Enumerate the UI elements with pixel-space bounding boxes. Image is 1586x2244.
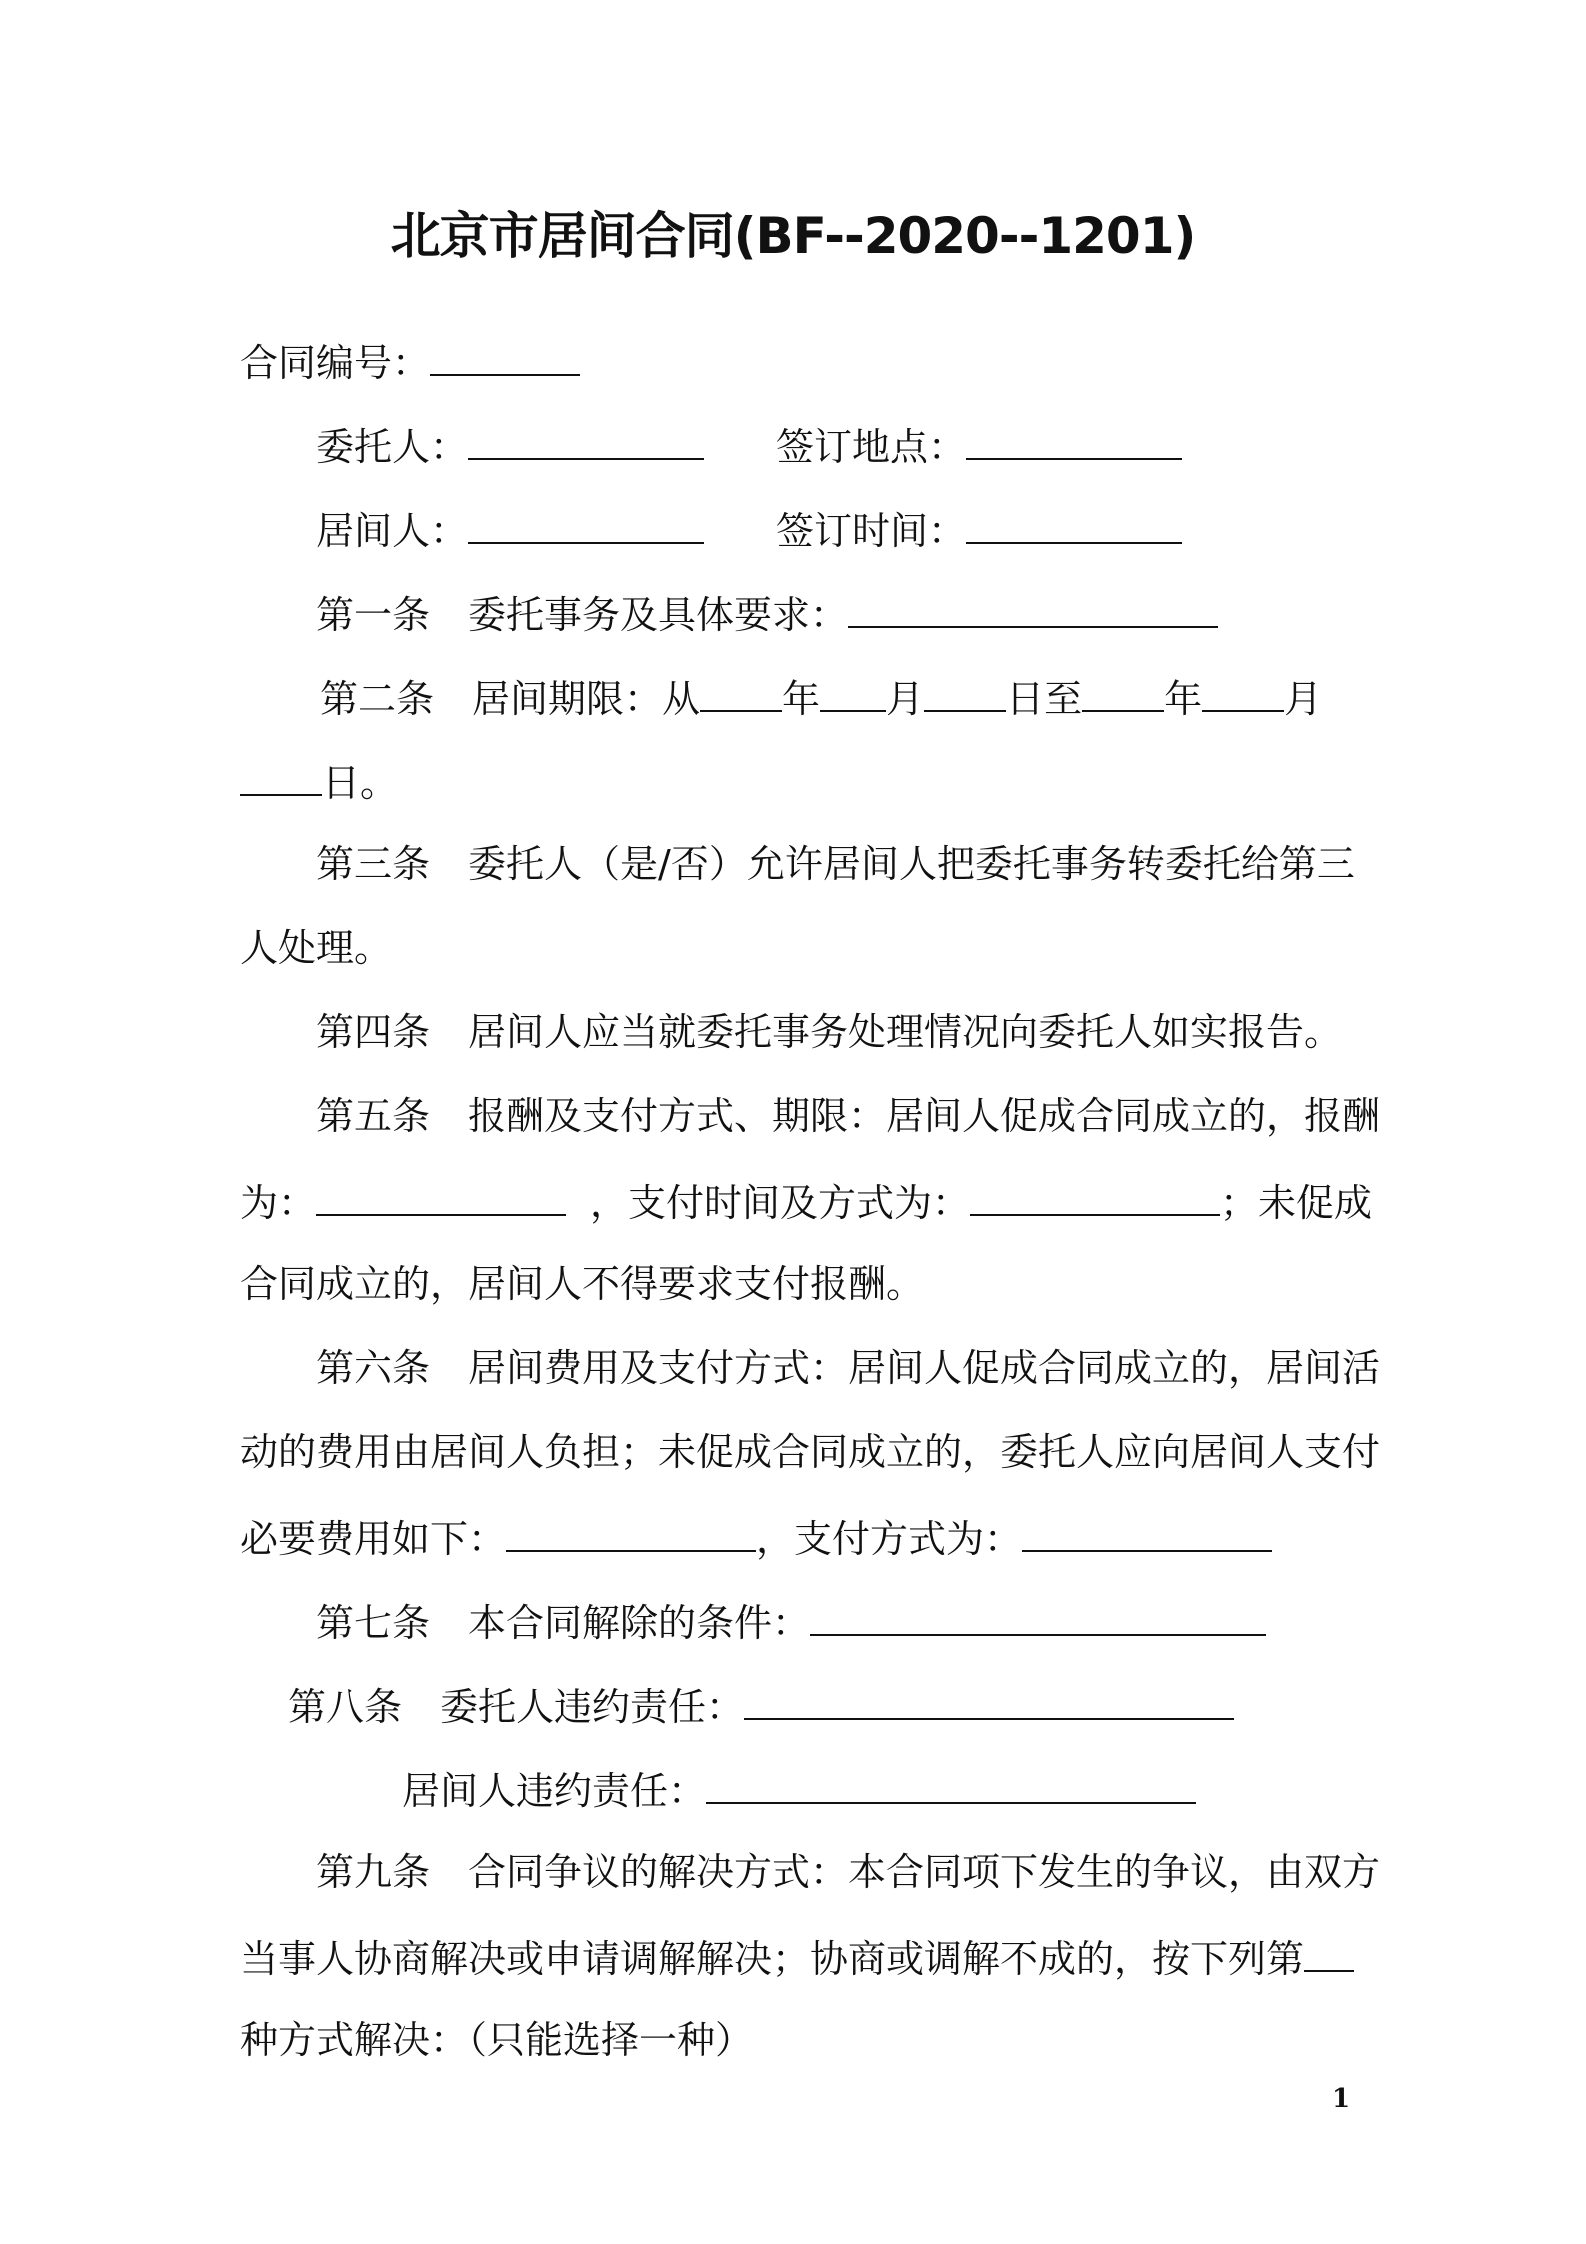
start-day-blank[interactable] [924, 666, 1006, 712]
broker-blank[interactable] [468, 498, 704, 544]
client-liability-label: 委托人违约责任： [440, 1685, 745, 1729]
article-8-broker [402, 1758, 1196, 1818]
article-4 [316, 1002, 1342, 1062]
article-7-text: 本合同解除的条件： [468, 1601, 811, 1645]
article-6 [316, 1338, 1380, 1398]
month-label: 月 [1284, 677, 1323, 721]
sign-time-label: 签订时间： [776, 509, 967, 553]
contract-number-line [240, 330, 580, 390]
fee-payment-label: ，支付方式为： [756, 1517, 1023, 1561]
sign-place-line [776, 414, 1182, 474]
remuneration-blank[interactable] [316, 1170, 566, 1216]
sign-place-label: 签订地点： [776, 425, 967, 469]
article-6-number: 第六条 [316, 1346, 431, 1390]
article-7 [316, 1590, 1266, 1650]
article-2-cont [240, 750, 398, 810]
article-2-number: 第二条 [320, 677, 435, 721]
year-label: 年 [782, 677, 821, 721]
article-5-payment-label: ，支付时间及方式为： [590, 1181, 971, 1225]
article-1-text: 委托事务及具体要求： [468, 593, 849, 637]
article-5-line-2 [240, 1170, 1372, 1230]
article-5-line-1: 报酬及支付方式、期限：居间人促成合同成立的，报酬 [468, 1094, 1381, 1138]
article-9 [316, 1842, 1380, 1902]
article-9-line-3-text: 种方式解决：（只能选择一种） [240, 2018, 754, 2062]
article-9-line-2 [240, 1926, 1354, 1986]
start-year-blank[interactable] [700, 666, 782, 712]
article-3-cont [240, 918, 392, 978]
sign-place-blank[interactable] [966, 414, 1182, 460]
contract-number-blank[interactable] [430, 330, 580, 376]
termination-blank[interactable] [810, 1590, 1266, 1636]
article-4-text: 居间人应当就委托事务处理情况向委托人如实报告。 [468, 1010, 1343, 1054]
article-9-line-3 [240, 2010, 753, 2070]
article-8 [288, 1674, 1234, 1734]
article-3-line-1: 委托人（是/否）允许居间人把委托事务转委托给第三 [468, 842, 1355, 886]
broker-liability-blank[interactable] [706, 1758, 1196, 1804]
broker-label: 居间人： [316, 509, 469, 553]
start-month-blank[interactable] [820, 666, 886, 712]
article-1-blank[interactable] [848, 582, 1218, 628]
article-6-line-1: 居间费用及支付方式：居间人促成合同成立的，居间活 [468, 1346, 1381, 1390]
client-line [316, 414, 704, 474]
article-6-line-2 [240, 1422, 1380, 1482]
document-title: 北京市居间合同(BF--2020--1201) [390, 207, 1196, 265]
sign-time-blank[interactable] [966, 498, 1182, 544]
end-year-blank[interactable] [1082, 666, 1164, 712]
article-5-number: 第五条 [316, 1094, 431, 1138]
article-4-number: 第四条 [316, 1010, 431, 1054]
article-5-remuneration-label: 为： [240, 1181, 317, 1225]
page-number: 1 [1332, 2084, 1351, 2114]
article-6-line-3 [240, 1506, 1272, 1566]
article-9-line-2-text: 当事人协商解决或申请调解解决；协商或调解不成的，按下列第 [240, 1937, 1305, 1981]
month-label: 月 [886, 677, 925, 721]
necessary-fees-label: 必要费用如下： [240, 1517, 507, 1561]
day-end-label: 日。 [322, 761, 399, 805]
end-day-blank[interactable] [240, 750, 322, 796]
dispute-option-blank[interactable] [1304, 1926, 1354, 1972]
client-blank[interactable] [468, 414, 704, 460]
contract-number-label: 合同编号： [240, 341, 431, 385]
article-5-not-concluded: ；未促成 [1220, 1181, 1373, 1225]
article-9-line-1: 合同争议的解决方式：本合同项下发生的争议，由双方 [468, 1850, 1381, 1894]
payment-method-blank[interactable] [970, 1170, 1220, 1216]
broker-line [316, 498, 704, 558]
article-5-line-3 [240, 1254, 924, 1314]
client-label: 委托人： [316, 425, 469, 469]
day-to-label: 日至 [1006, 677, 1083, 721]
client-liability-blank[interactable] [744, 1674, 1234, 1720]
article-3-number: 第三条 [316, 842, 431, 886]
article-3-line-2: 人处理。 [240, 926, 393, 970]
broker-liability-label: 居间人违约责任： [402, 1769, 707, 1813]
necessary-fees-blank[interactable] [506, 1506, 756, 1552]
article-9-number: 第九条 [316, 1850, 431, 1894]
article-1-number: 第一条 [316, 593, 431, 637]
article-2 [320, 666, 1322, 726]
article-2-from: 居间期限：从 [472, 677, 701, 721]
article-6-line-2-text: 动的费用由居间人负担；未促成合同成立的，委托人应向居间人支付 [240, 1430, 1381, 1474]
article-5 [316, 1086, 1380, 1146]
article-1 [316, 582, 1218, 642]
article-7-number: 第七条 [316, 1601, 431, 1645]
article-8-number: 第八条 [288, 1685, 403, 1729]
year-label: 年 [1164, 677, 1203, 721]
sign-time-line [776, 498, 1182, 558]
article-5-line-3-text: 合同成立的，居间人不得要求支付报酬。 [240, 1262, 925, 1306]
fee-payment-blank[interactable] [1022, 1506, 1272, 1552]
article-3 [316, 834, 1355, 894]
end-month-blank[interactable] [1202, 666, 1284, 712]
